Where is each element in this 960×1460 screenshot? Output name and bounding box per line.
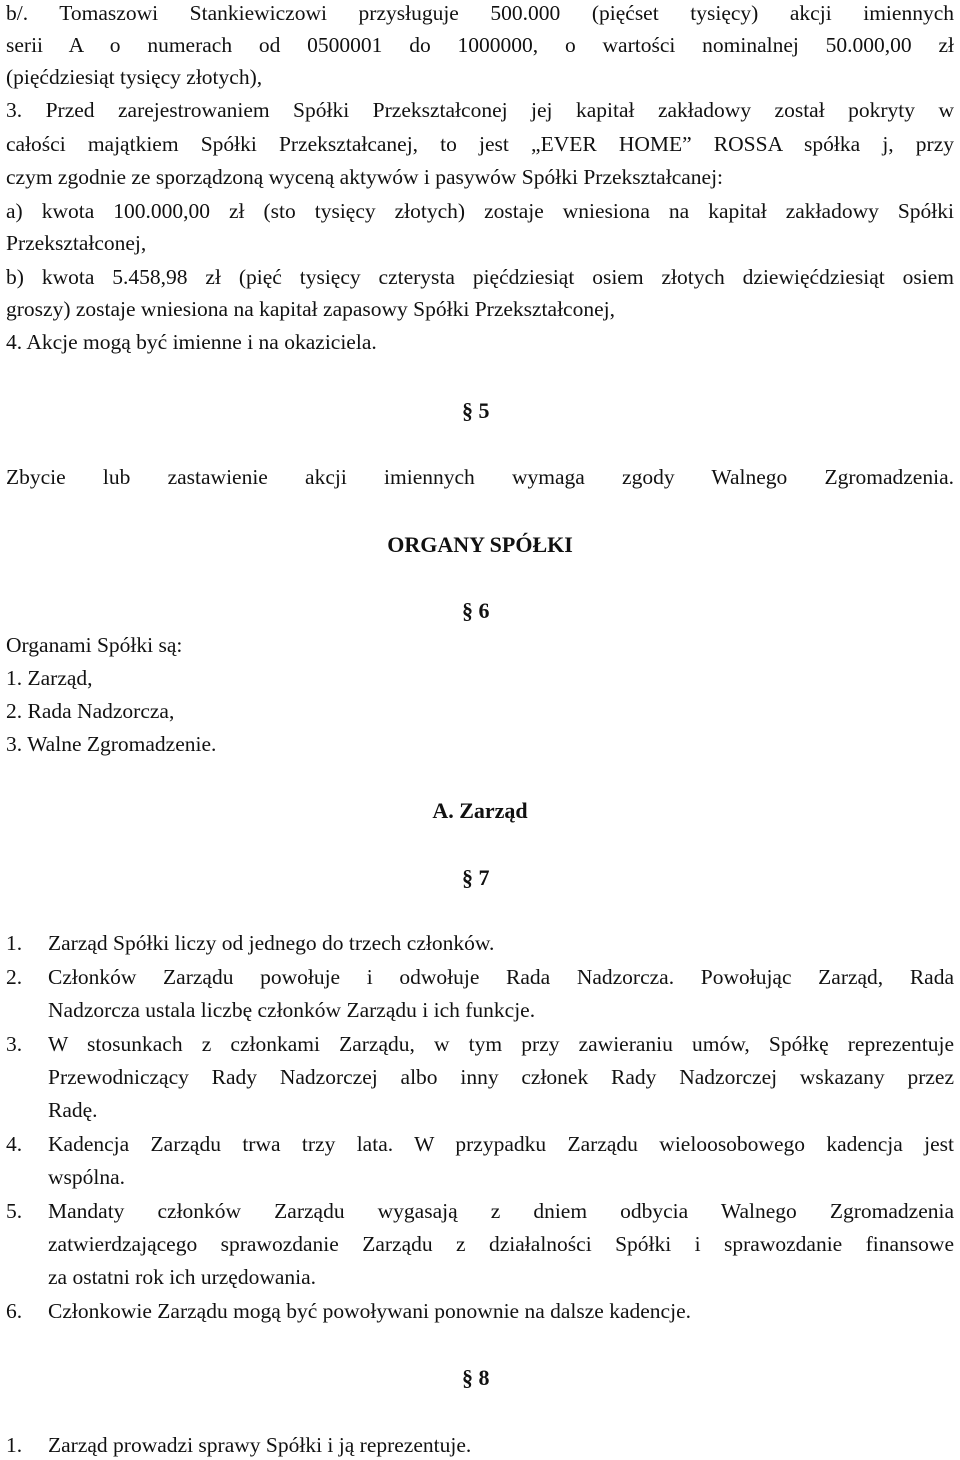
organs-item: 1. Zarząd, (6, 666, 93, 690)
paragraph-line: b/. Tomaszowi Stankiewiczowi przysługuje 500.000 (pięćset tysięcy) akcji imiennych (6, 1, 954, 25)
organs-lead: Organami Spółki są: (6, 633, 183, 657)
paragraph-line: czym zgodnie ze sporządzoną wyceną aktywów i pasywów Spółki Przekształcanej: (6, 165, 724, 189)
list-number: 6. (6, 1299, 23, 1323)
list-number: 4. (6, 1132, 23, 1156)
subchapter-title: A. Zarząd (432, 798, 528, 823)
paragraph-line: całości majątkiem Spółki Przekształcanej, to jest „EVER HOME” ROSSA spółka j, przy (6, 132, 954, 156)
list-item-text: za ostatni rok ich urzędowania. (48, 1265, 317, 1289)
paragraph-line: (pięćdziesiąt tysięcy złotych), (6, 65, 263, 89)
list-item-text: Członkowie Zarządu mogą być powoływani ponownie na dalsze kadencje. (48, 1299, 691, 1323)
paragraph-line: serii A o numerach od 0500001 do 1000000, o wartości nominalnej 50.000,00 zł (6, 33, 954, 57)
list-item-text: wspólna. (48, 1165, 126, 1189)
section-heading-5: § 5 (462, 398, 490, 423)
organs-item: 3. Walne Zgromadzenie. (6, 732, 217, 756)
list-item-text: Członków Zarządu powołuje i odwołuje Rada Nadzorcza. Powołując Zarząd, Rada (48, 965, 954, 989)
paragraph-line: 3. Przed zarejestrowaniem Spółki Przekształconej jej kapitał zakładowy został pokryty w (6, 98, 954, 122)
chapter-title: ORGANY SPÓŁKI (387, 532, 573, 557)
list-number: 2. (6, 965, 23, 989)
paragraph-line: 4. Akcje mogą być imienne i na okaziciela. (6, 330, 377, 354)
list-item-text: zatwierdzającego sprawozdanie Zarządu z działalności Spółki i sprawozdanie finansowe (48, 1232, 954, 1256)
list-item-text: Przewodniczący Rady Nadzorczej albo inny członek Rady Nadzorczej wskazany przez (48, 1065, 954, 1089)
list-item-text: Kadencja Zarządu trwa trzy lata. W przypadku Zarządu wieloosobowego kadencja jest (48, 1132, 954, 1156)
list-item-text: Nadzorcza ustala liczbę członków Zarządu i ich funkcje. (48, 998, 536, 1022)
list-item-a-cont: Przekształconej, (6, 231, 147, 255)
list-item-a: a) kwota 100.000,00 zł (sto tysięcy złotych) zostaje wniesiona na kapitał zakładowy Spółki (6, 199, 954, 223)
list-item-text: W stosunkach z członkami Zarządu, w tym przy zawieraniu umów, Spółkę reprezentuje (48, 1032, 954, 1056)
list-number: 1. (6, 1433, 23, 1457)
section-heading-6: § 6 (462, 598, 490, 623)
list-number: 1. (6, 931, 23, 955)
list-number: 5. (6, 1199, 23, 1223)
list-number: 3. (6, 1032, 23, 1056)
list-item-text: Radę. (48, 1098, 98, 1122)
list-item-b: b) kwota 5.458,98 zł (pięć tysięcy czterysta pięćdziesiąt osiem złotych dziewięćdziesiąt osiem (6, 265, 954, 289)
list-item-text: Zarząd Spółki liczy od jednego do trzech członków. (48, 931, 495, 955)
list-item-text: Mandaty członków Zarządu wygasają z dniem odbycia Walnego Zgromadzenia (48, 1199, 954, 1223)
section-5-text: Zbycie lub zastawienie akcji imiennych wymaga zgody Walnego Zgromadzenia. (6, 465, 954, 489)
section-heading-7: § 7 (462, 865, 490, 890)
organs-item: 2. Rada Nadzorcza, (6, 699, 175, 723)
section-heading-8: § 8 (462, 1365, 490, 1390)
list-item-b-cont: groszy) zostaje wniesiona na kapitał zapasowy Spółki Przekształconej, (6, 297, 615, 321)
list-item-text: Zarząd prowadzi sprawy Spółki i ją reprezentuje. (48, 1433, 472, 1457)
